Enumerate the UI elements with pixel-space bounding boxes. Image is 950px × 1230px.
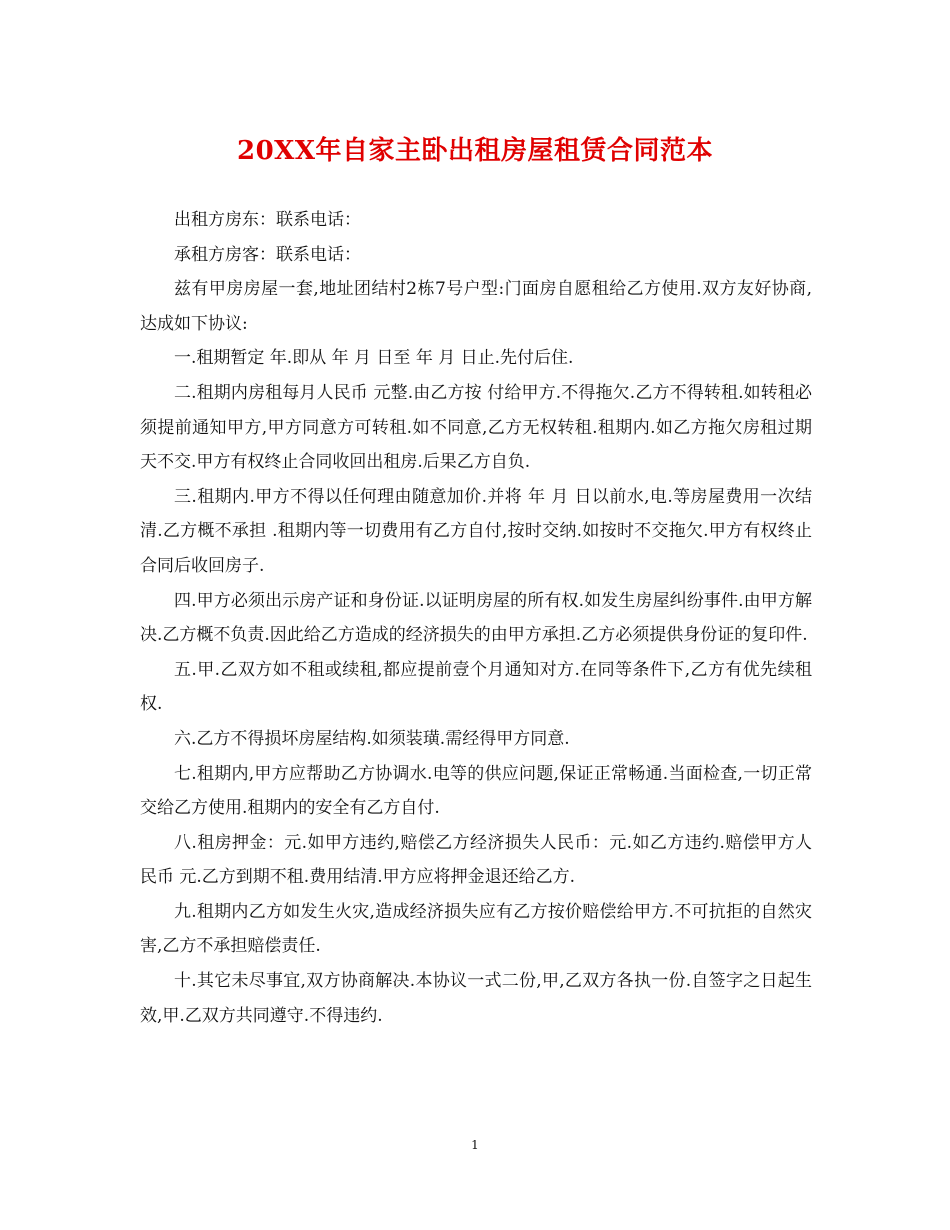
clause-1: 一.租期暂定 年.即从 年 月 日至 年 月 日止.先付后住. (174, 348, 574, 369)
document-title: 20XX年自家主卧出租房屋租赁合同范本 (236, 136, 714, 166)
document-body (140, 203, 812, 1033)
clause-5: 五.甲.乙双方如不租或续租,都应提前壹个月通知对方.在同等条件下,乙方有优先续租权. (140, 659, 812, 715)
clause-4: 四.甲方必须出示房产证和身份证.以证明房屋的所有权.如发生房屋纠纷事件.由甲方解决.乙方概不负责.因此给乙方造成的经济损失的由甲方承担.乙方必须提供身份证的复印件. (140, 590, 812, 646)
paragraph-intro: 兹有甲房房屋一套,地址团结村2栋7号户型:门面房自愿租给乙方使用.双方友好协商,达成如下协议: (140, 279, 812, 334)
paragraph-lessor: 出租方房东：联系电话： (174, 210, 361, 230)
clause-6: 六.乙方不得损坏房屋结构.如须装璜.需经得甲方同意. (174, 728, 570, 749)
clause-3: 三.租期内.甲方不得以任何理由随意加价.并将 年 月 日以前水,电.等房屋费用一次结清.乙方概不承担 .租期内等一切费用有乙方自付,按时交纳.如按时不交拖欠.甲方有权终止合同后收回房子. (140, 486, 812, 576)
clause-7: 七.租期内,甲方应帮助乙方协调水.电等的供应问题,保证正常畅通.当面检查,一切正常交给乙方使用.租期内的安全有乙方自付. (140, 763, 812, 819)
clause-2: 二.租期内房租每月人民币 元整.由乙方按 付给甲方.不得拖欠.乙方不得转租.如转租必须提前通知甲方,甲方同意方可转租.如不同意,乙方无权转租.租期内.如乙方拖欠房租过期天不交.甲方有权终止合同收回出租房.后果乙方自负. (140, 382, 812, 473)
page-number: 1 (471, 1138, 479, 1152)
clause-10: 十.其它未尽事宜,双方协商解决.本协议一式二份,甲,乙双方各执一份.自签字之日起生效,甲.乙双方共同遵守.不得违约. (140, 971, 812, 1026)
clause-9: 九.租期内乙方如发生火灾,造成经济损失应有乙方按价赔偿给甲方.不可抗拒的自然灾害,乙方不承担赔偿责任. (140, 901, 812, 957)
paragraph-lessee: 承租方房客：联系电话： (174, 244, 361, 265)
clause-8: 八.租房押金：元.如甲方违约,赔偿乙方经济损失人民币：元.如乙方违约.赔偿甲方人民币 元.乙方到期不租.费用结清.甲方应将押金退还给乙方. (140, 832, 812, 888)
